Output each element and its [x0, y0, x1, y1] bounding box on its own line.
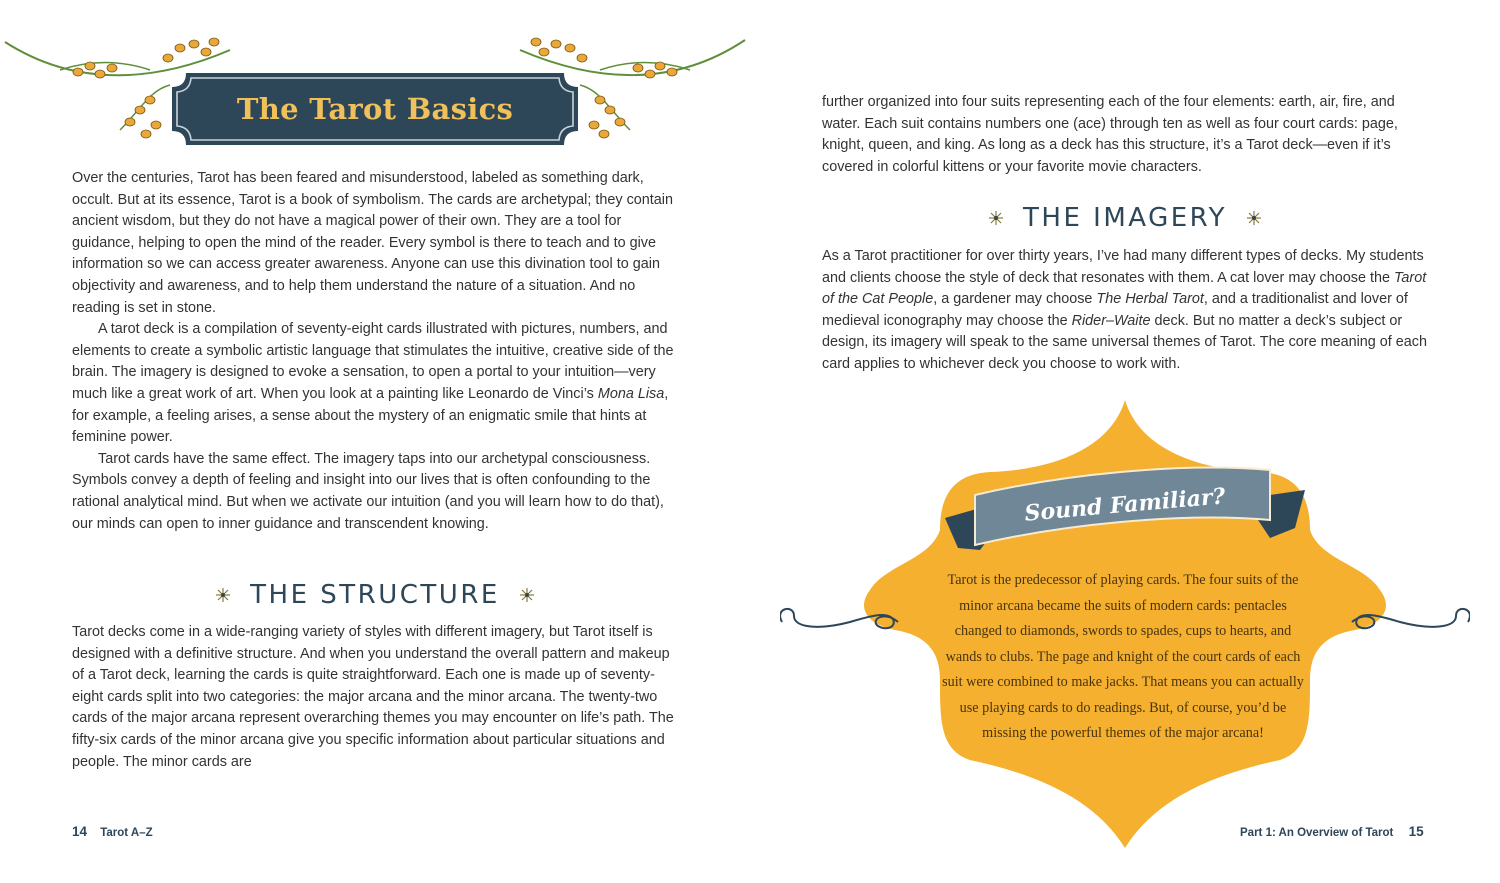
- page-number: 14: [72, 824, 88, 839]
- starburst-icon: [1247, 211, 1261, 225]
- book-title: Tarot A–Z: [100, 827, 153, 839]
- heading-label: THE IMAGERY: [1023, 203, 1227, 233]
- section-heading-structure: [72, 575, 678, 615]
- footer-right: [1240, 824, 1424, 839]
- paragraph: further organized into four suits representing each of the four elements: earth, air, fire, and water. Each suit contains numbers one (ace) through ten as well as four court cards: page, knight, queen, and king. As long as a deck has this structure, it’s a Tarot deck—even if it’s covered in colorful kittens or your favorite movie characters.: [822, 94, 1398, 175]
- intro-text: [72, 168, 678, 535]
- page-title: The Tarot Basics: [236, 92, 514, 126]
- paragraph: Tarot cards have the same effect. The imagery taps into our archetypal consciousness. Symbols convey a depth of feeling and insight into our lives that is often confounding to the rational analytical mind. But when we activate our intuition (and you will learn how to do that), our minds can open to inner guidance and transcendent knowing.: [72, 450, 664, 532]
- starburst-icon: [989, 211, 1003, 225]
- part-label: Part 1: An Overview of Tarot: [1240, 827, 1394, 839]
- starburst-icon: [520, 588, 534, 602]
- sidebar-text: Tarot is the predecessor of playing cards. The four suits of the minor arcana became the suits of modern cards: pentacles changed to diamonds, swords to spades, cups to hearts, and wands to clubs. The page and knight of the court cards of each suit were combined to make jacks. That means you can actually use playing cards to do readings. But, of course, you’d be missing the powerful themes of the major arcana!: [942, 572, 1304, 741]
- paragraph: As a Tarot practitioner for over thirty years, I’ve had many different types of decks. My students and clients choose the style of deck that resonates with them. A cat lover may choose the Tarot of the Cat People, a gardener may choose The Herbal Tarot, and a traditionalist and lover of medieval iconography may choose the Rider–Waite deck. But no matter a deck’s subject or design, its imagery will speak to the same universal themes of Tarot. The core meaning of each card applies to whichever deck you choose to work with.: [822, 248, 1427, 372]
- paragraph: Tarot decks come in a wide-ranging variety of styles with different imagery, but Tarot itself is designed with a definitive structure. And when you understand the overall pattern and makeup of a Tarot deck, learning the cards is quite straightforward. Each one is made up of seventy-eight cards split into two categories: the major arcana and the minor arcana. The twenty-two cards of the major arcana represent overarching themes you may encounter on life’s path. The fifty-six cards of the minor arcana give you specific information about particular situations and people. The minor cards are: [72, 624, 674, 770]
- paragraph: Over the centuries, Tarot has been feared and misunderstood, labeled as something dark, occult. But at its essence, Tarot is a book of symbolism. The cards are archetypal; they contain ancient wisdom, but they do not have a magical power of their own. They are a tool for guidance, helping to open the mind of the reader. Every symbol is there to teach and to give information so we can access greater awareness. Anyone can use this divination tool to gain objectivity and awareness, and to help them understand the nature of a situation. And no reading is set in stone.: [72, 170, 673, 316]
- title-banner: [172, 73, 578, 145]
- continued-text: [822, 92, 1428, 178]
- sidebar-title: Sound Familiar?: [1023, 483, 1227, 527]
- paragraph: A tarot deck is a compilation of seventy-eight cards illustrated with pictures, numbers, and elements to create a symbolic artistic language that stimulates the intuitive, creative side of the brain. The imagery is designed to evoke a sensation, to open a portal to your intuition—very much like a great work of art. When you look at a painting like Leonardo de Vinci’s Mona Lisa, for example, a feeling arises, a sense about the mystery of an enigmatic smile that hints at feminine power.: [72, 321, 674, 446]
- page-number: 15: [1408, 824, 1424, 839]
- imagery-text: [822, 246, 1428, 376]
- starburst-icon: [216, 588, 230, 602]
- footer-left: [72, 824, 153, 839]
- heading-label: THE STRUCTURE: [250, 580, 500, 610]
- section-heading-imagery: [822, 198, 1428, 238]
- structure-text: [72, 622, 678, 773]
- sound-familiar-sidebar: [780, 400, 1470, 850]
